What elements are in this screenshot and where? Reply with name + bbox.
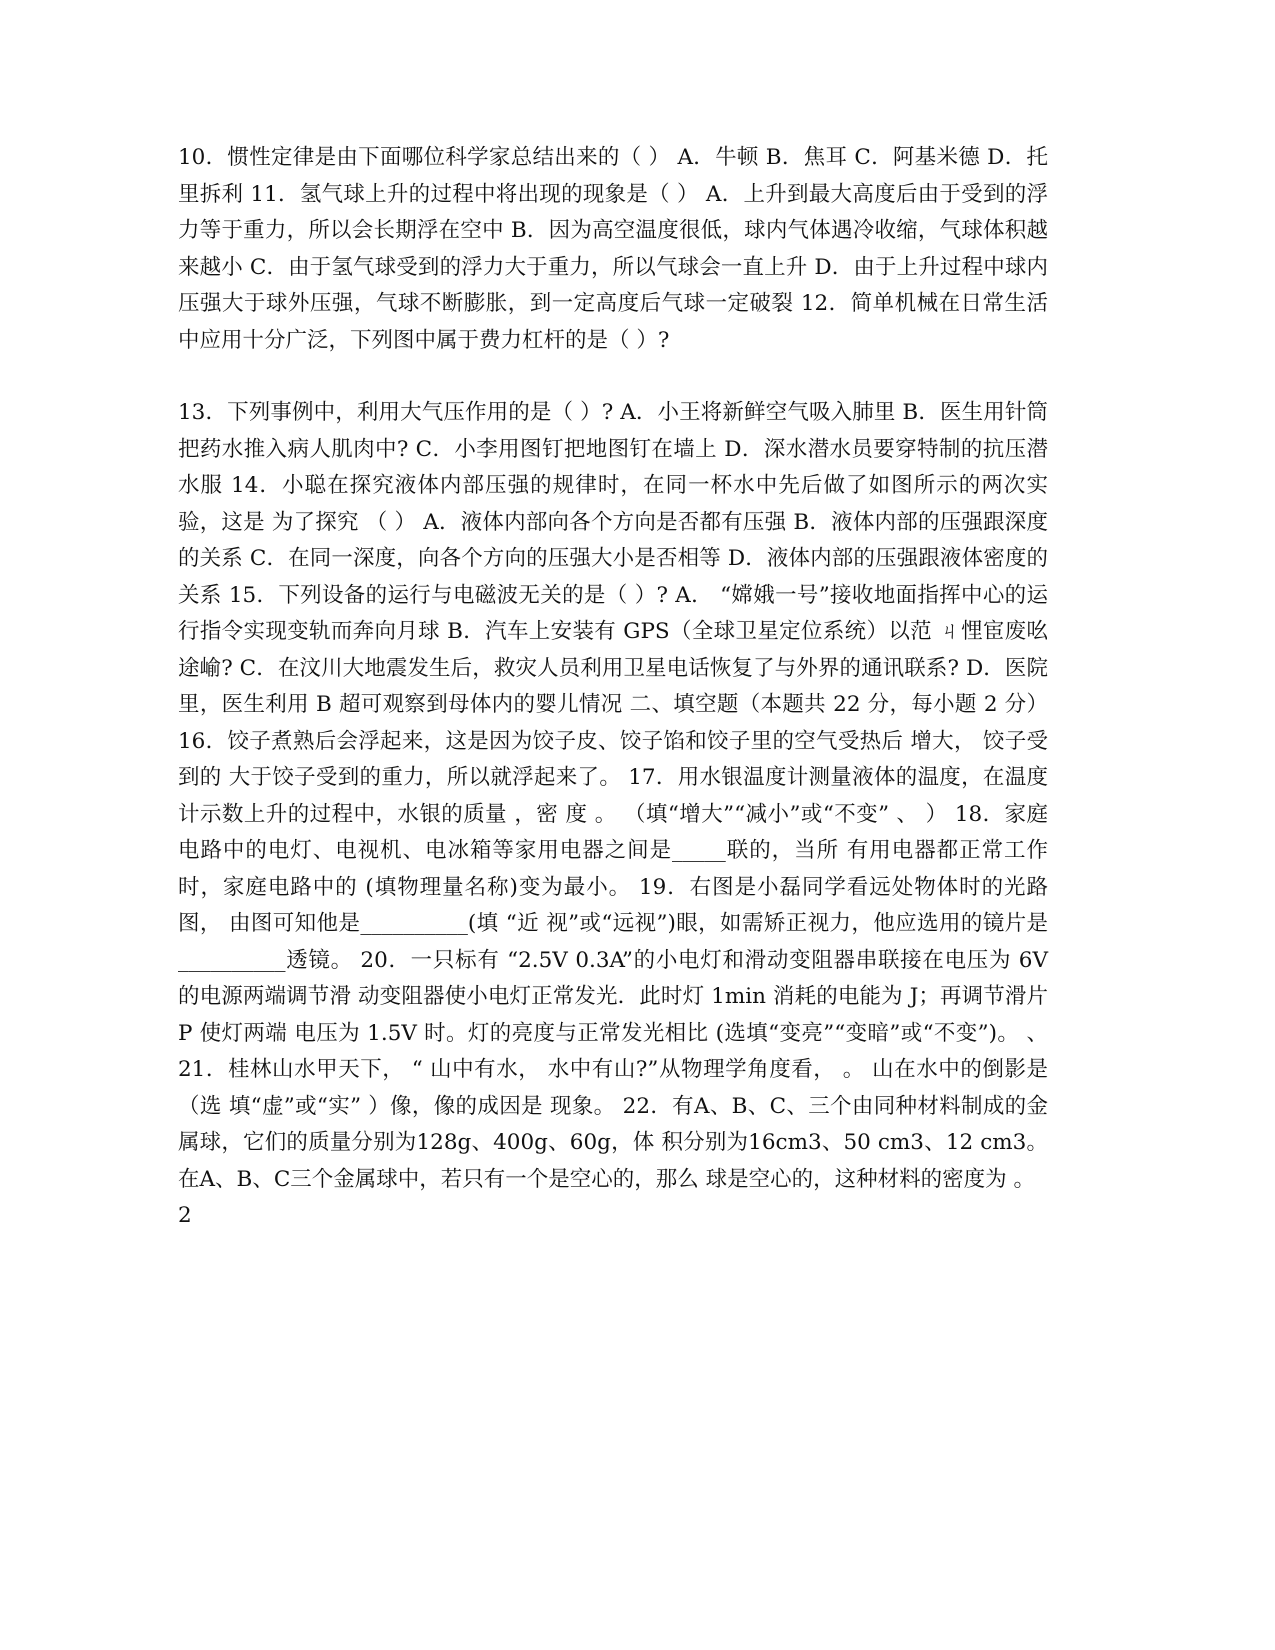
paragraph-spacer (178, 359, 1048, 395)
page-number: 2 (178, 1203, 192, 1228)
document-page (178, 140, 1048, 1235)
question-block-13-22: 13．下列事例中，利用大气压作用的是（ ）? A．小王将新鲜空气吸入肺里 B．医生用针筒把药水推入病人肌肉中? C．小李用图钉把地图钉在墙上 D．深水潜水员要穿特制的抗压潜水服 14．小聪在探究液体内部压强的规律时，在同一杯水中先后做了如图所示的两次实验，这是 为了探究 （ ） A．液体内部向各个方向是否都有压强 B．液体内部的压强跟深度的关系 C．在同一深度，向各个方向的压强大小是否相等 D．液体内部的压强跟液体密度的关系 15．下列设备的运行与电磁波无关的是（ ）? A． “嫦娥一号”接收地面指挥中心的运行指令实现变轨而奔向月球 B．汽车上安装有 GPS（全球卫星定位系统）以范 ㄐ悝宦废吆途崳? C．在汶川大地震发生后，救灾人员利用卫星电话恢复了与外界的通讯联系? D．医院里，医生利用 B 超可观察到母体内的婴儿情况 二、填空题（本题共 22 分，每小题 2 分） 16．饺子煮熟后会浮起来，这是因为饺子皮、饺子馅和饺子里的空气受热后 增大， 饺子受到的 大于饺子受到的重力，所以就浮起来了。 17．用水银温度计测量液体的温度，在温度计示数上升的过程中，水银的质量 ，密 度 。 （填“增大”“减小”或“不变” 、 ） 18．家庭电路中的电灯、电视机、电冰箱等家用电器之间是_____联的，当所 有用电器都正常工作时，家庭电路中的 (填物理量名称)变为最小。 19．右图是小磊同学看远处物体时的光路图， 由图可知他是__________(填 “近 视”或“远视”)眼，如需矫正视力，他应选用的镜片是__________透镜。 20．一只标有 “2.5V 0.3A”的小电灯和滑动变阻器串联接在电压为 6V 的电源两端调节滑 动变阻器使小电灯正常发光．此时灯 1min 消耗的电能为 J；再调节滑片 P 使灯两端 电压为 1.5V 时。灯的亮度与正常发光相比 (选填“变亮”“变暗”或“不变”)。 、 21．桂林山水甲天下， “ 山中有水， 水中有山?”从物理学角度看， 。 山在水中的倒影是 （选 填“虚”或“实” ）像，像的成因是 现象。 22．有A、B、C、三个由同种材料制成的金属球，它们的质量分别为128g、400g、60g，体 积分别为16cm3、50 cm3、12 cm3。在A、B、C三个金属球中，若只有一个是空心的，那么 球是空心的，这种材料的密度为 。 (178, 400, 1048, 1192)
question-block-10-12: 10．惯性定律是由下面哪位科学家总结出来的（ ） A．牛顿 B．焦耳 C．阿基米德 D．托里拆利 11．氢气球上升的过程中将出现的现象是（ ） A．上升到最大高度后由于受到的浮力等于重力，所以会长期浮在空中 B．因为高空温度很低，球内气体遇冷收缩，气球体积越来越小 C．由于氢气球受到的浮力大于重力，所以气球会一直上升 D．由于上升过程中球内压强大于球外压强，气球不断膨胀，到一定高度后气球一定破裂 12．简单机械在日常生活中应用十分广泛，下列图中属于费力杠杆的是（ ）? (178, 145, 1048, 353)
